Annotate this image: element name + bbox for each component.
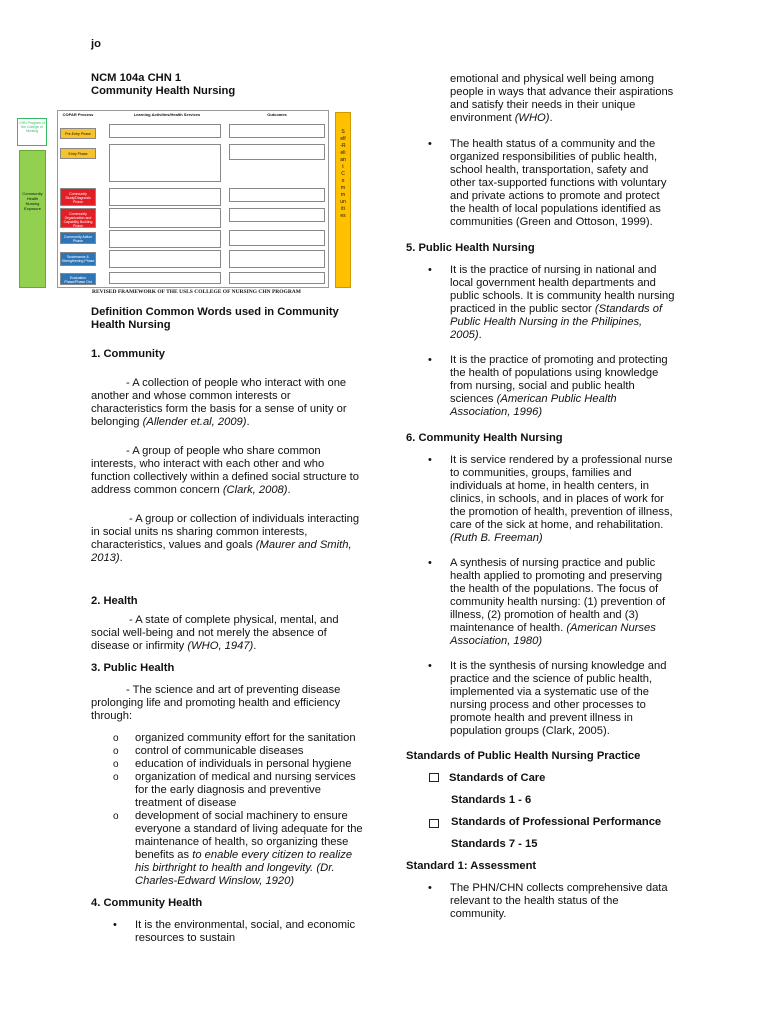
heading-public-health: 3. Public Health: [91, 662, 175, 674]
figure-col-learning: Learning Activities/Health Services: [133, 112, 201, 117]
public-health-item: [113, 810, 363, 888]
circle-bullet-icon: o: [113, 733, 119, 744]
community-def-2-cite: (Clark, 2008): [222, 484, 288, 496]
framework-figure: [17, 110, 353, 290]
figure-outcome-6: [229, 250, 325, 268]
standard-1-item: [428, 882, 676, 921]
heading-community-health: 4. Community Health: [91, 897, 203, 909]
figure-outcome-3: [229, 188, 325, 202]
community-health-item: [113, 919, 363, 945]
public-health-item-text: organization of medical and nursing services for the early diagnosis and preventive treatment of disease: [135, 771, 356, 809]
chn-item: [428, 660, 676, 738]
community-def-2-text: - A group of people who share common interests, who interact with each other and who function collectively within a defined social structure to address common concern: [91, 445, 360, 496]
left-column: [91, 306, 363, 945]
community-def-1-cite: (Allender et.al, 2009): [142, 416, 247, 428]
standards-professional: [429, 816, 676, 829]
bullet-icon: •: [113, 919, 117, 931]
standards-7-15: Standards 7 - 15: [451, 838, 538, 850]
health-def-cite: (WHO, 1947): [187, 640, 254, 652]
phn-item-text: It is the practice of promoting and protecting the health of populations using knowledge from nursing, social and public health sciences: [450, 354, 668, 405]
standards-of-care: [429, 772, 676, 785]
chn-item-text: It is the synthesis of nursing knowledge and practice and the science of public health, implemented via a systematic use of the nursing process and other processes to promote health and prevent illness in population groups (Clark, 2005).: [450, 660, 667, 737]
community-def-1: [91, 377, 363, 429]
health-def-end: .: [253, 640, 257, 652]
figure-col-outcomes: Outcomes: [267, 112, 287, 117]
figure-learning-4: [109, 208, 221, 228]
community-def-1-text: - A collection of people who interact with one another and whose common interests or characteristics form the basis for a sense of unity or belonging: [91, 377, 347, 428]
heading-community: 1. Community: [91, 348, 165, 360]
bullet-icon: •: [428, 264, 432, 276]
health-def: [91, 614, 363, 653]
heading-standards: Standards of Public Health Nursing Practice: [406, 750, 641, 762]
continued-cite: (WHO): [514, 112, 550, 124]
health-def-text: - A state of complete physical, mental, and social well-being and not merely the absence of disease or infirmity: [91, 614, 339, 652]
public-health-item-text: organized community effort for the sanitation: [135, 732, 356, 744]
figure-learning-5: [109, 230, 221, 248]
figure-col-copar: COPAR Process: [62, 112, 94, 117]
public-health-item-text: development of social machinery to ensure everyone a standard of living adequate for the maintenance of health, so organizing these benefits as: [135, 810, 363, 861]
figure-outcome-1: [229, 124, 325, 138]
community-def-1-end: .: [246, 416, 250, 428]
figure-phase-4: Community Organization and Capability Building Phase: [60, 208, 96, 228]
figure-phase-5: Community Action Phase: [60, 232, 96, 244]
heading-community-health-nursing: 6. Community Health Nursing: [406, 432, 563, 444]
phn-item-cite: (Standards of Public Health Nursing in the Philipines, 2005): [450, 303, 663, 341]
figure-phase-7: Evaluation Phase/Phase Out: [60, 273, 96, 285]
public-health-def: - The science and art of preventing disease prolonging life and promoting health and efficiency through:: [91, 684, 341, 722]
figure-phase-2: Entry Phase: [60, 148, 96, 159]
figure-chn-program-box: CHN Program of the College of Nursing: [17, 118, 47, 146]
right-column: [406, 73, 676, 921]
bullet-icon: •: [428, 138, 432, 150]
public-health-item: [113, 732, 363, 745]
standards-1-6: Standards 1 - 6: [451, 794, 532, 806]
figure-learning-1: [109, 124, 221, 138]
circle-bullet-icon: o: [113, 772, 119, 783]
community-def-3-cite: (Maurer and Smith, 2013): [91, 539, 352, 564]
circle-bullet-icon: o: [113, 759, 119, 770]
community-health-item-text: The health status of a community and the organized responsibilities of public health, school health, transportation, safety and other tax-supported functions with voluntary and private actions to promote and protect the health of local populations identified as communities (Green and Ottoson, 1999).: [450, 138, 667, 228]
chn-item-text: It is service rendered by a professional nurse to communities, groups, families and individuals at home, in health centers, in clinics, in schools, and in places of work for the promotion of health, prevention of illness, care of the sick at home, and rehabilitation.: [450, 454, 673, 531]
community-def-3-end: .: [119, 552, 123, 564]
phn-item-end: .: [478, 329, 482, 341]
course-title: Community Health Nursing: [91, 85, 236, 97]
standards-of-care-label: Standards of Care: [449, 772, 546, 784]
chn-item-cite: (American Nurses Association, 1980): [450, 622, 656, 647]
heading-standard-1: Standard 1: Assessment: [406, 860, 537, 872]
public-health-item-cite: to enable every citizen to realize his birthright to health and longevity. (Dr. Charles-Edward Winslow, 1920): [135, 849, 353, 887]
figure-outcome-7: [229, 272, 325, 284]
bullet-icon: •: [428, 454, 432, 466]
continued-end: .: [549, 112, 553, 124]
heading-health: 2. Health: [91, 595, 138, 607]
figure-learning-7: [109, 272, 221, 284]
community-health-item-text: It is the environmental, social, and economic resources to sustain: [135, 919, 356, 944]
bullet-icon: •: [428, 354, 432, 366]
figure-outcome-4: [229, 208, 325, 222]
author-initials: jo: [91, 38, 101, 50]
figure-outcome-2: [229, 144, 325, 160]
phn-item-cite: (American Public Health Association, 1996): [450, 393, 617, 418]
community-def-3: [91, 513, 363, 565]
public-health-item-text: control of communicable diseases: [135, 745, 304, 757]
definitions-heading: Definition Common Words used in Community Health Nursing: [91, 306, 339, 331]
figure-exposure-box: Community Health Nursing Exposure: [19, 150, 46, 288]
chn-item-text: A synthesis of nursing practice and public health applied to promoting and preserving the health of the populations. The focus of community health nursing: (1) prevention of illness, (2) promotion of health and (3) maintenance of health.: [450, 557, 666, 634]
community-health-item: [428, 138, 676, 229]
figure-learning-6: [109, 250, 221, 268]
chn-item: [428, 557, 676, 648]
figure-outcome-5: [229, 230, 325, 246]
community-def-3-text: - A group or collection of individuals interacting in social units ns sharing common interests, characteristics, values and goals: [91, 513, 360, 551]
community-def-2-end: .: [287, 484, 291, 496]
phn-item: [428, 264, 676, 342]
figure-learning-2: [109, 144, 221, 182]
standard-1-item-text: The PHN/CHN collects comprehensive data relevant to the health status of the community.: [450, 882, 668, 920]
figure-phase-1: Pre-Entry Phase: [60, 128, 96, 139]
community-def-2: [91, 445, 363, 497]
public-health-item-text: education of individuals in personal hygiene: [135, 758, 352, 770]
phn-item-text: It is the practice of nursing in national and local government health departments and public schools. It is community health nursing practiced in the public sector: [450, 264, 675, 315]
community-health-continued: [450, 73, 676, 125]
circle-bullet-icon: o: [113, 746, 119, 757]
standards-professional-label: Standards of Professional Performance: [451, 816, 662, 828]
checkbox-square-icon: [429, 819, 439, 828]
bullet-icon: •: [428, 557, 432, 569]
bullet-icon: •: [428, 882, 432, 894]
public-health-item: [113, 771, 363, 810]
public-health-item: [113, 745, 363, 758]
chn-item: [428, 454, 676, 545]
figure-learning-3: [109, 188, 221, 206]
course-code: NCM 104a CHN 1: [91, 72, 182, 84]
phn-item: [428, 354, 676, 419]
public-health-item: [113, 758, 363, 771]
figure-phase-6: Sustenance & Strengthening Phase: [60, 252, 96, 266]
checkbox-square-icon: [429, 773, 439, 782]
continued-text: emotional and physical well being among people in ways that advance their aspirations and satisfy their needs in their unique environment: [450, 73, 674, 124]
bullet-icon: •: [428, 660, 432, 672]
figure-phase-3: Community Study/Diagnosis Phase: [60, 188, 96, 206]
chn-item-cite: (Ruth B. Freeman): [450, 532, 543, 544]
figure-caption: REVISED FRAMEWORK OF THE USLS COLLEGE OF NURSING CHN PROGRAM: [92, 289, 301, 295]
figure-self-reliant-bar: Self-Reliant Communities: [335, 112, 351, 288]
heading-public-health-nursing: 5. Public Health Nursing: [406, 242, 535, 254]
circle-bullet-icon: o: [113, 811, 119, 822]
public-health-list: [113, 732, 363, 888]
